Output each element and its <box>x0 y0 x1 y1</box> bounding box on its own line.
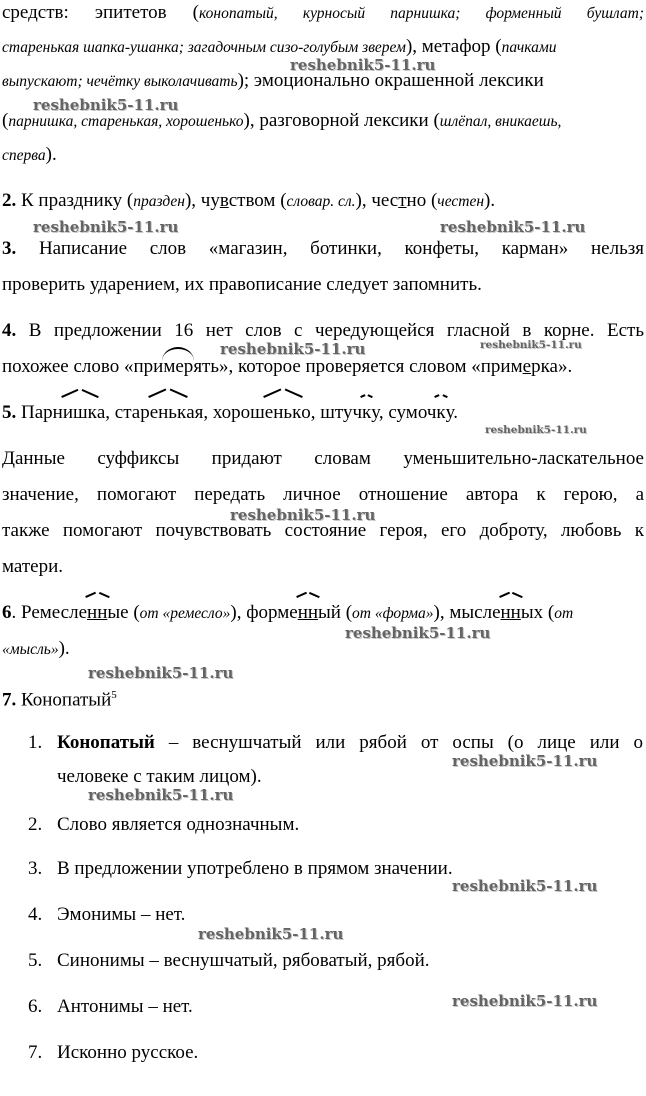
answer-2: 2. К празднику (празден), чувством (словар. сл.), честно (честен). <box>2 190 496 211</box>
answer-3-line-2: проверить ударением, их правописание следует запомнить. <box>2 274 482 295</box>
watermark: reshebnik5-11.ru <box>33 218 179 236</box>
suffix-mark: еньк <box>264 402 302 423</box>
watermark: reshebnik5-11.ru <box>88 664 234 682</box>
watermark: reshebnik5-11.ru <box>345 624 491 642</box>
list-item: Антонимы – нет. <box>57 996 193 1017</box>
answer-3-line-1: 3. Написание слов «магазин, ботинки, конфеты, карман» нельзя <box>2 238 644 259</box>
answer-7-title: 7. Конопатый$^5$ <box>2 689 117 711</box>
list-item-number: 4. <box>28 904 43 925</box>
watermark: reshebnik5-11.ru <box>452 752 598 770</box>
suffix-mark: ишк <box>62 402 97 423</box>
list-item: Синонимы – веснушчатый, рябоватый, рябой. <box>57 950 430 971</box>
watermark: reshebnik5-11.ru <box>198 925 344 943</box>
list-item-number: 3. <box>28 858 43 879</box>
watermark: reshebnik5-11.ru <box>88 786 234 804</box>
list-item-number: 6. <box>28 996 43 1017</box>
watermark: reshebnik5-11.ru <box>485 424 587 436</box>
suffix-mark: к <box>362 402 372 423</box>
answer-4-line-1: 4. В предложении 16 нет слов с чередующейся гласной в корне. Есть <box>2 320 644 341</box>
p1-line-4: (парнишка, старенькая, хорошенько), разговорной лексики (шлёпал, вникаешь, <box>2 110 562 131</box>
suffix-mark: нн <box>500 602 521 623</box>
answer-5-line-3: значение, помогают передать личное отношение автора к герою, а <box>2 484 644 505</box>
list-item-number: 7. <box>28 1042 43 1063</box>
list-item: Конопатый – веснушчатый или рябой от оспы (о лице или о <box>57 732 643 753</box>
watermark: reshebnik5-11.ru <box>33 96 179 114</box>
watermark: reshebnik5-11.ru <box>440 218 586 236</box>
p1-line-3: выпускают; чечётку выколачивать); эмоционально окрашенной лексики <box>2 70 544 91</box>
watermark: reshebnik5-11.ru <box>480 339 582 351</box>
list-item-number: 1. <box>28 732 43 753</box>
root-arc-mark: мер <box>163 356 194 377</box>
watermark: reshebnik5-11.ru <box>452 992 598 1010</box>
answer-6-line-2: «мысль»). <box>2 638 70 659</box>
answer-6-line-1: 6. Ремесленные (от «ремесло»), форменный (от «форма»), мысленных (от <box>2 602 574 623</box>
list-item-continuation: человеке с таким лицом). <box>57 766 262 787</box>
answer-5-line-5: матери. <box>2 556 63 577</box>
list-item-number: 2. <box>28 814 43 835</box>
answer-4-line-2: похожее слово «примерять», которое проверяется словом «примерка». <box>2 356 573 377</box>
answer-5-line-4: также помогают почувствовать состояние героя, его доброту, любовь к <box>2 520 644 541</box>
list-item: Слово является однозначным. <box>57 814 300 835</box>
list-item: В предложении употреблено в прямом значении. <box>57 858 453 879</box>
suffix-mark: еньк <box>149 402 187 423</box>
list-item: Эмонимы – нет. <box>57 904 186 925</box>
answer-5-line-2: Данные суффиксы придают словам уменьшительно-ласкательное <box>2 448 644 469</box>
p1-line-1: средств: эпитетов (конопатый, курносый парнишка; форменный бушлат; <box>2 2 644 23</box>
suffix-mark: к <box>436 402 446 423</box>
suffix-mark: нн <box>297 602 319 623</box>
suffix-mark: нн <box>87 602 108 623</box>
list-item-number: 5. <box>28 950 43 971</box>
list-item: Исконно русское. <box>57 1042 199 1063</box>
watermark: reshebnik5-11.ru <box>220 340 366 358</box>
watermark: reshebnik5-11.ru <box>230 506 376 524</box>
p1-line-2: старенькая шапка-ушанка; загадочным сизо-голубым зверем), метафор (пачками <box>2 36 557 57</box>
watermark: reshebnik5-11.ru <box>290 56 436 74</box>
answer-5-line-1: 5. Парнишка, старенькая, хорошенько, штучку, сумочку. <box>2 402 458 423</box>
p1-line-5: сперва). <box>2 144 57 165</box>
watermark: reshebnik5-11.ru <box>452 877 598 895</box>
